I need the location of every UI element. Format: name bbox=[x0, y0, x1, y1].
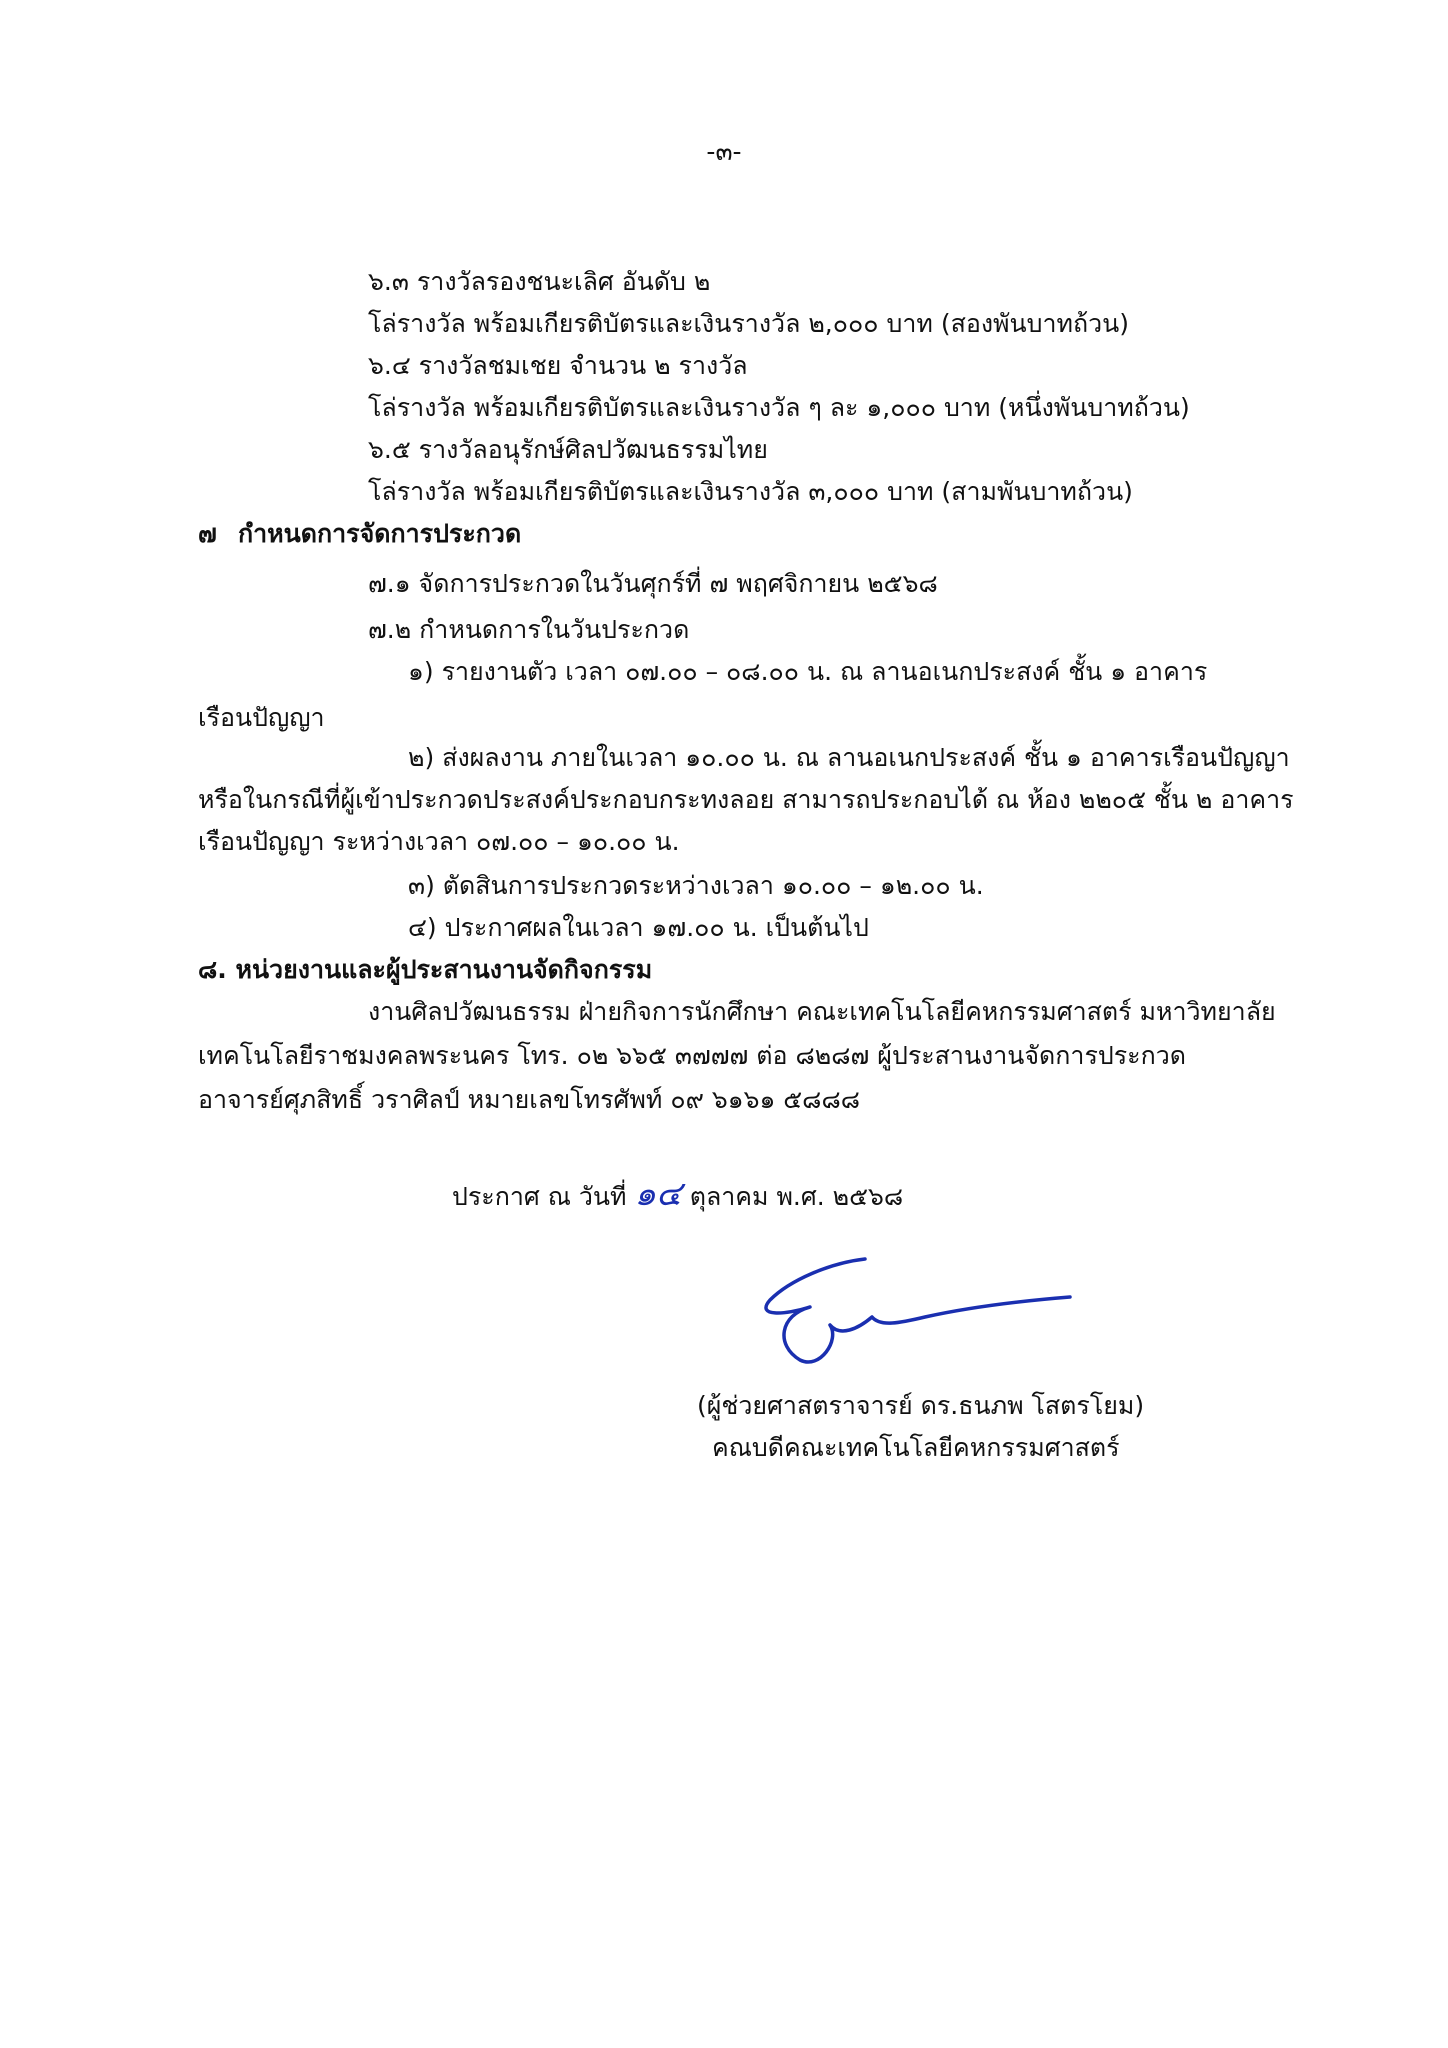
announcement-date-suffix: ตุลาคม พ.ศ. ๒๕๖๘ bbox=[689, 1182, 904, 1211]
section-6-4-heading: ๖.๔ รางวัลชมเชย จำนวน ๒ รางวัล bbox=[368, 351, 748, 380]
signature-image bbox=[740, 1245, 1080, 1375]
section-8-line-2: เทคโนโลยีราชมงคลพระนคร โทร. ๐๒ ๖๖๕ ๓๗๗๗ ต่อ ๘๒๘๗ ผู้ประสานงานจัดการประกวด bbox=[198, 1041, 1187, 1070]
section-7-2: ๗.๒ กำหนดการในวันประกวด bbox=[368, 615, 690, 644]
section-6-5-heading: ๖.๕ รางวัลอนุรักษ์ศิลปวัฒนธรรมไทย bbox=[368, 435, 768, 464]
schedule-item-2-line-2: หรือในกรณีที่ผู้เข้าประกวดประสงค์ประกอบกระทงลอย สามารถประกอบได้ ณ ห้อง ๒๒๐๕ ชั้น ๒ อาคาร bbox=[198, 785, 1294, 814]
schedule-item-4: ๔) ประกาศผลในเวลา ๑๗.๐๐ น. เป็นต้นไป bbox=[408, 913, 869, 942]
schedule-item-1-line-2: เรือนปัญญา bbox=[198, 703, 325, 732]
signer-position: คณบดีคณะเทคโนโลยีคหกรรมศาสตร์ bbox=[712, 1433, 1120, 1462]
announcement-date bbox=[452, 1174, 904, 1214]
handwritten-day: ๑๔ bbox=[634, 1174, 682, 1214]
schedule-item-2-line-1: ๒) ส่งผลงาน ภายในเวลา ๑๐.๐๐ น. ณ ลานอเนกประสงค์ ชั้น ๑ อาคารเรือนปัญญา bbox=[408, 743, 1290, 772]
page-number: -๓- bbox=[706, 137, 742, 166]
schedule-item-1-line-1: ๑) รายงานตัว เวลา ๐๗.๐๐ – ๐๘.๐๐ น. ณ ลานอเนกประสงค์ ชั้น ๑ อาคาร bbox=[408, 657, 1208, 686]
section-7-title: กำหนดการจัดการประกวด bbox=[238, 519, 522, 548]
section-6-5-detail: โล่รางวัล พร้อมเกียรติบัตรและเงินรางวัล ๓,๐๐๐ บาท (สามพันบาทถ้วน) bbox=[368, 477, 1133, 506]
section-6-4-detail: โล่รางวัล พร้อมเกียรติบัตรและเงินรางวัล ๆ ละ ๑,๐๐๐ บาท (หนึ่งพันบาทถ้วน) bbox=[368, 393, 1190, 422]
section-7-number: ๗ bbox=[198, 519, 217, 548]
signer-name: (ผู้ช่วยศาสตราจารย์ ดร.ธนภพ โสตรโยม) bbox=[697, 1391, 1145, 1420]
section-8-line-3: อาจารย์ศุภสิทธิ์ วราศิลป์ หมายเลขโทรศัพท์ ๐๙ ๖๑๖๑ ๕๘๘๘ bbox=[198, 1085, 861, 1114]
schedule-item-3: ๓) ตัดสินการประกวดระหว่างเวลา ๑๐.๐๐ – ๑๒.๐๐ น. bbox=[408, 871, 984, 900]
schedule-item-2-line-3: เรือนปัญญา ระหว่างเวลา ๐๗.๐๐ – ๑๐.๐๐ น. bbox=[198, 827, 680, 856]
section-7-1: ๗.๑ จัดการประกวดในวันศุกร์ที่ ๗ พฤศจิกายน ๒๕๖๘ bbox=[368, 569, 938, 598]
section-8-title: ๘. หน่วยงานและผู้ประสานงานจัดกิจกรรม bbox=[198, 955, 653, 984]
section-8-line-1: งานศิลปวัฒนธรรม ฝ่ายกิจการนักศึกษา คณะเทคโนโลยีคหกรรมศาสตร์ มหาวิทยาลัย bbox=[368, 997, 1276, 1026]
announcement-date-prefix: ประกาศ ณ วันที่ bbox=[452, 1182, 627, 1211]
section-6-3-heading: ๖.๓ รางวัลรองชนะเลิศ อันดับ ๒ bbox=[368, 267, 711, 296]
section-6-3-detail: โล่รางวัล พร้อมเกียรติบัตรและเงินรางวัล ๒,๐๐๐ บาท (สองพันบาทถ้วน) bbox=[368, 309, 1130, 338]
